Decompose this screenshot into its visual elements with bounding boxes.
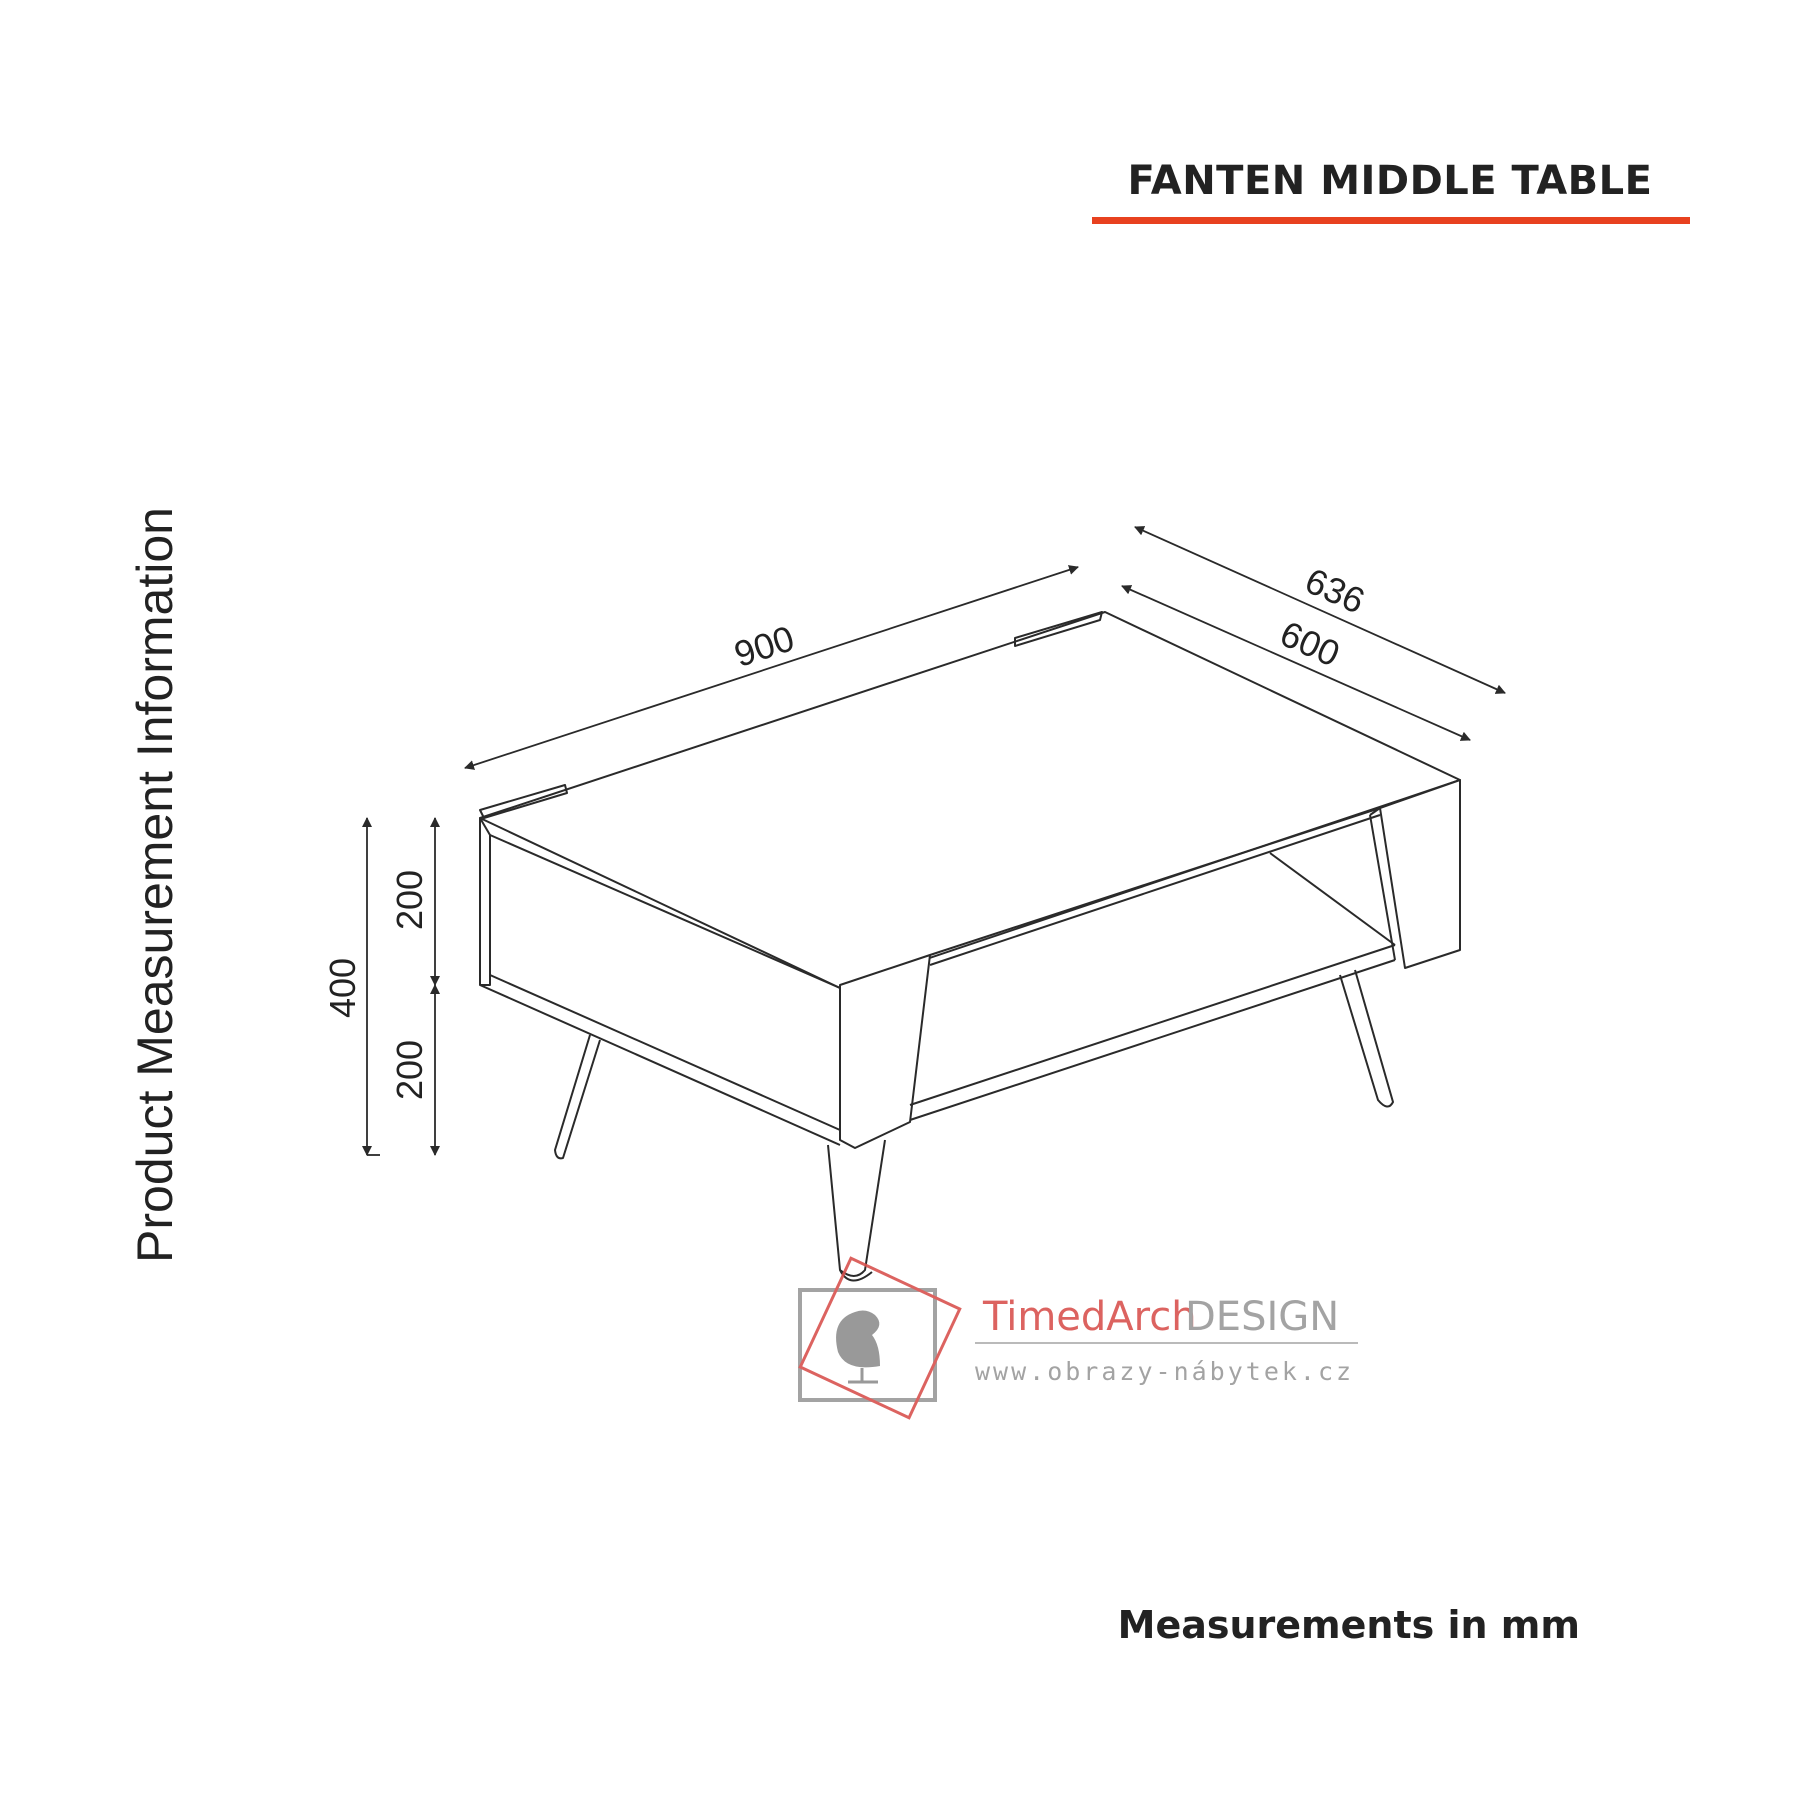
dim-depth-outer-label: 636 (1299, 559, 1371, 622)
watermark-brand: TimedArch (983, 1294, 1197, 1340)
product-title: FANTEN MIDDLE TABLE (1127, 158, 1653, 204)
watermark-url: www.obrazy-nábytek.cz (975, 1357, 1355, 1386)
side-label: Product Measurement Information (127, 507, 183, 1263)
leg-front-left (555, 1035, 600, 1158)
dim-depth-inner-label: 600 (1274, 612, 1346, 675)
left-side-panel (480, 818, 490, 985)
dim-height-upper-label: 200 (389, 869, 430, 931)
front-corner-panel (840, 955, 930, 1148)
watermark-brand-suffix: DESIGN (1185, 1294, 1340, 1340)
dim-width-label: 900 (729, 617, 800, 675)
chair-icon (836, 1311, 880, 1368)
leg-back-right (1340, 970, 1393, 1107)
watermark (800, 1258, 1358, 1417)
table-outline (480, 612, 1460, 1281)
dim-height-total-label: 400 (322, 957, 363, 1019)
dim-height-lower-label: 200 (389, 1039, 430, 1101)
measurement-note: Measurements in mm (1117, 1603, 1580, 1647)
table-top (480, 612, 1460, 988)
